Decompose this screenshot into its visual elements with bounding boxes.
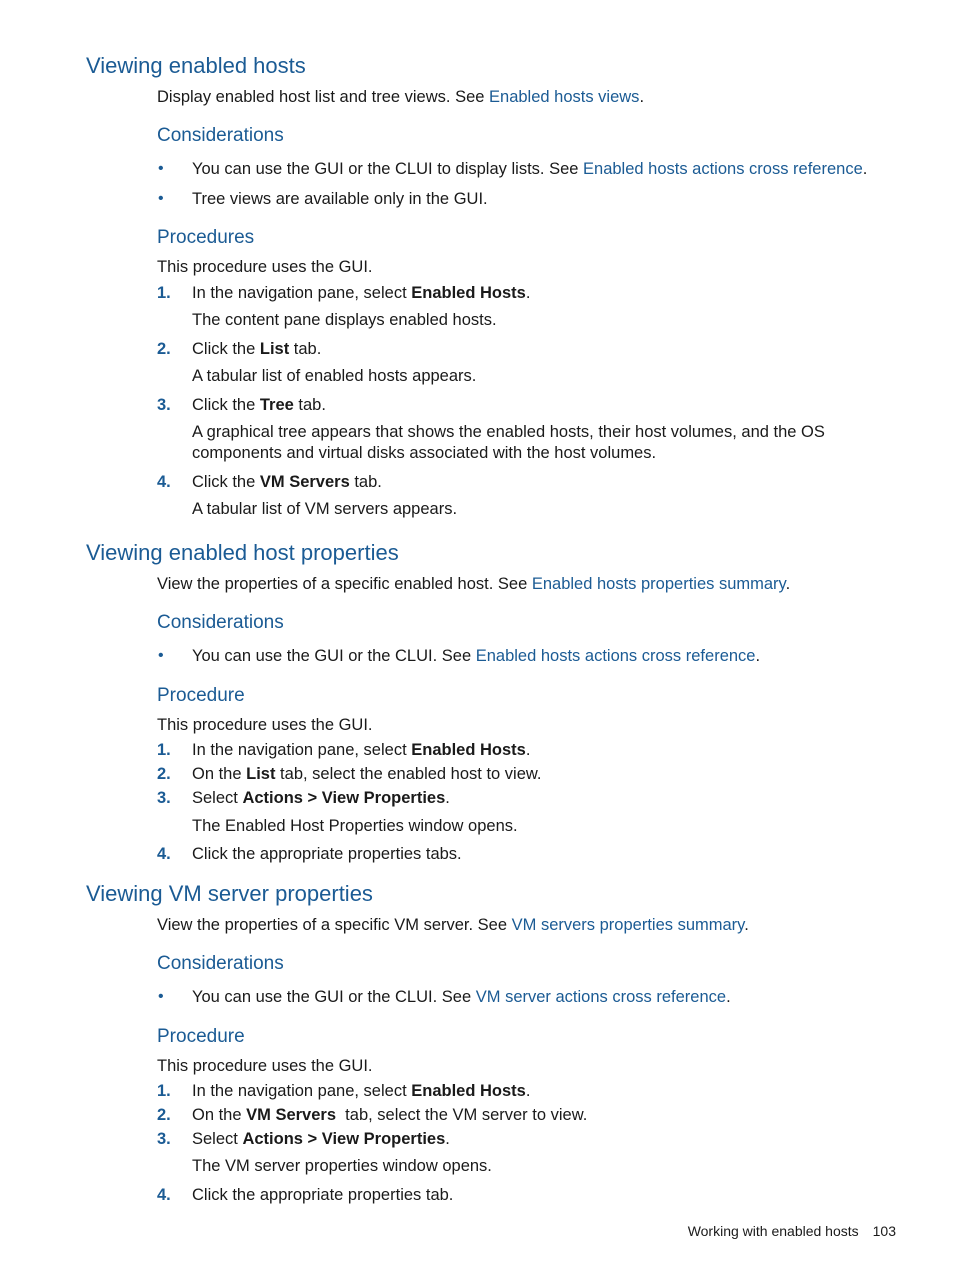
consideration-item: Tree views are available only in the GUI.	[192, 190, 488, 208]
step-text: On the VM Servers tab, select the VM server to view.	[192, 1106, 588, 1124]
page-footer	[688, 1223, 896, 1239]
step-text: In the navigation pane, select Enabled Hosts.	[192, 1082, 531, 1100]
step-text: Click the appropriate properties tab.	[192, 1186, 454, 1204]
bullet: •	[158, 988, 164, 1005]
section-intro: View the properties of a specific enabled host. See Enabled hosts properties summary.	[157, 575, 791, 593]
step-text: Click the appropriate properties tabs.	[192, 845, 462, 863]
actions-cross-reference-link[interactable]: Enabled hosts actions cross reference	[475, 647, 756, 665]
procedures-heading: Procedures	[157, 227, 255, 248]
bullet: •	[158, 647, 164, 664]
procedure-heading: Procedure	[157, 685, 245, 706]
footer-chapter: Working with enabled hosts	[687, 1223, 859, 1239]
step-number: 1.	[157, 284, 171, 302]
section-intro: View the properties of a specific VM server. See VM servers properties summary.	[157, 916, 749, 934]
step-result: The Enabled Host Properties window opens.	[192, 817, 518, 835]
step-number: 3.	[157, 789, 171, 807]
considerations-heading: Considerations	[157, 953, 284, 974]
step-text: Click the VM Servers tab.	[192, 473, 382, 491]
step-result: A tabular list of VM servers appears.	[192, 500, 458, 518]
procedure-intro: This procedure uses the GUI.	[157, 1057, 373, 1075]
considerations-heading: Considerations	[157, 125, 284, 146]
section-title: Viewing VM server properties	[86, 881, 373, 906]
step-number: 2.	[157, 1106, 171, 1124]
step-number: 1.	[157, 1082, 171, 1100]
step-text: Click the Tree tab.	[192, 396, 326, 414]
procedure-intro: This procedure uses the GUI.	[157, 716, 373, 734]
page-number: 103	[872, 1223, 896, 1239]
section-intro: Display enabled host list and tree views. See Enabled hosts views.	[157, 88, 645, 106]
step-text: Select Actions > View Properties.	[192, 1130, 450, 1148]
step-result: A tabular list of enabled hosts appears.	[192, 367, 477, 385]
enabled-hosts-views-link[interactable]: Enabled hosts views	[489, 88, 640, 106]
step-text: In the navigation pane, select Enabled Hosts.	[192, 741, 531, 759]
step-number: 2.	[157, 765, 171, 783]
step-result: components and virtual disks associated with the host volumes.	[192, 444, 657, 462]
section-title: Viewing enabled host properties	[86, 540, 399, 565]
procedure-heading: Procedure	[157, 1026, 245, 1047]
vm-servers-properties-summary-link[interactable]: VM servers properties summary	[511, 916, 745, 934]
bullet: •	[158, 160, 164, 177]
step-result: A graphical tree appears that shows the enabled hosts, their host volumes, and the OS	[192, 423, 825, 441]
step-text: Click the List tab.	[192, 340, 322, 358]
consideration-item: You can use the GUI or the CLUI. See VM server actions cross reference.	[192, 988, 731, 1006]
step-number: 4.	[157, 1186, 171, 1204]
consideration-item: You can use the GUI or the CLUI to display lists. See Enabled hosts actions cross reference.	[192, 160, 868, 178]
step-result: The content pane displays enabled hosts.	[192, 311, 497, 329]
step-number: 4.	[157, 845, 171, 863]
procedure-intro: This procedure uses the GUI.	[157, 258, 373, 276]
section-title: Viewing enabled hosts	[86, 53, 306, 78]
actions-cross-reference-link[interactable]: Enabled hosts actions cross reference	[583, 160, 863, 178]
step-number: 1.	[157, 741, 171, 759]
step-text: Select Actions > View Properties.	[192, 789, 450, 807]
step-text: In the navigation pane, select Enabled Hosts.	[192, 284, 531, 302]
step-number: 3.	[157, 1130, 171, 1148]
step-text: On the List tab, select the enabled host to view.	[192, 765, 542, 783]
step-result: The VM server properties window opens.	[192, 1157, 492, 1175]
properties-summary-link[interactable]: Enabled hosts properties summary	[531, 575, 786, 593]
step-number: 4.	[157, 473, 171, 491]
step-number: 3.	[157, 396, 171, 414]
bullet: •	[158, 190, 164, 207]
vm-server-actions-cross-reference-link[interactable]: VM server actions cross reference	[475, 988, 727, 1006]
considerations-heading: Considerations	[157, 612, 284, 633]
consideration-item: You can use the GUI or the CLUI. See Enabled hosts actions cross reference.	[192, 647, 761, 665]
step-number: 2.	[157, 340, 171, 358]
